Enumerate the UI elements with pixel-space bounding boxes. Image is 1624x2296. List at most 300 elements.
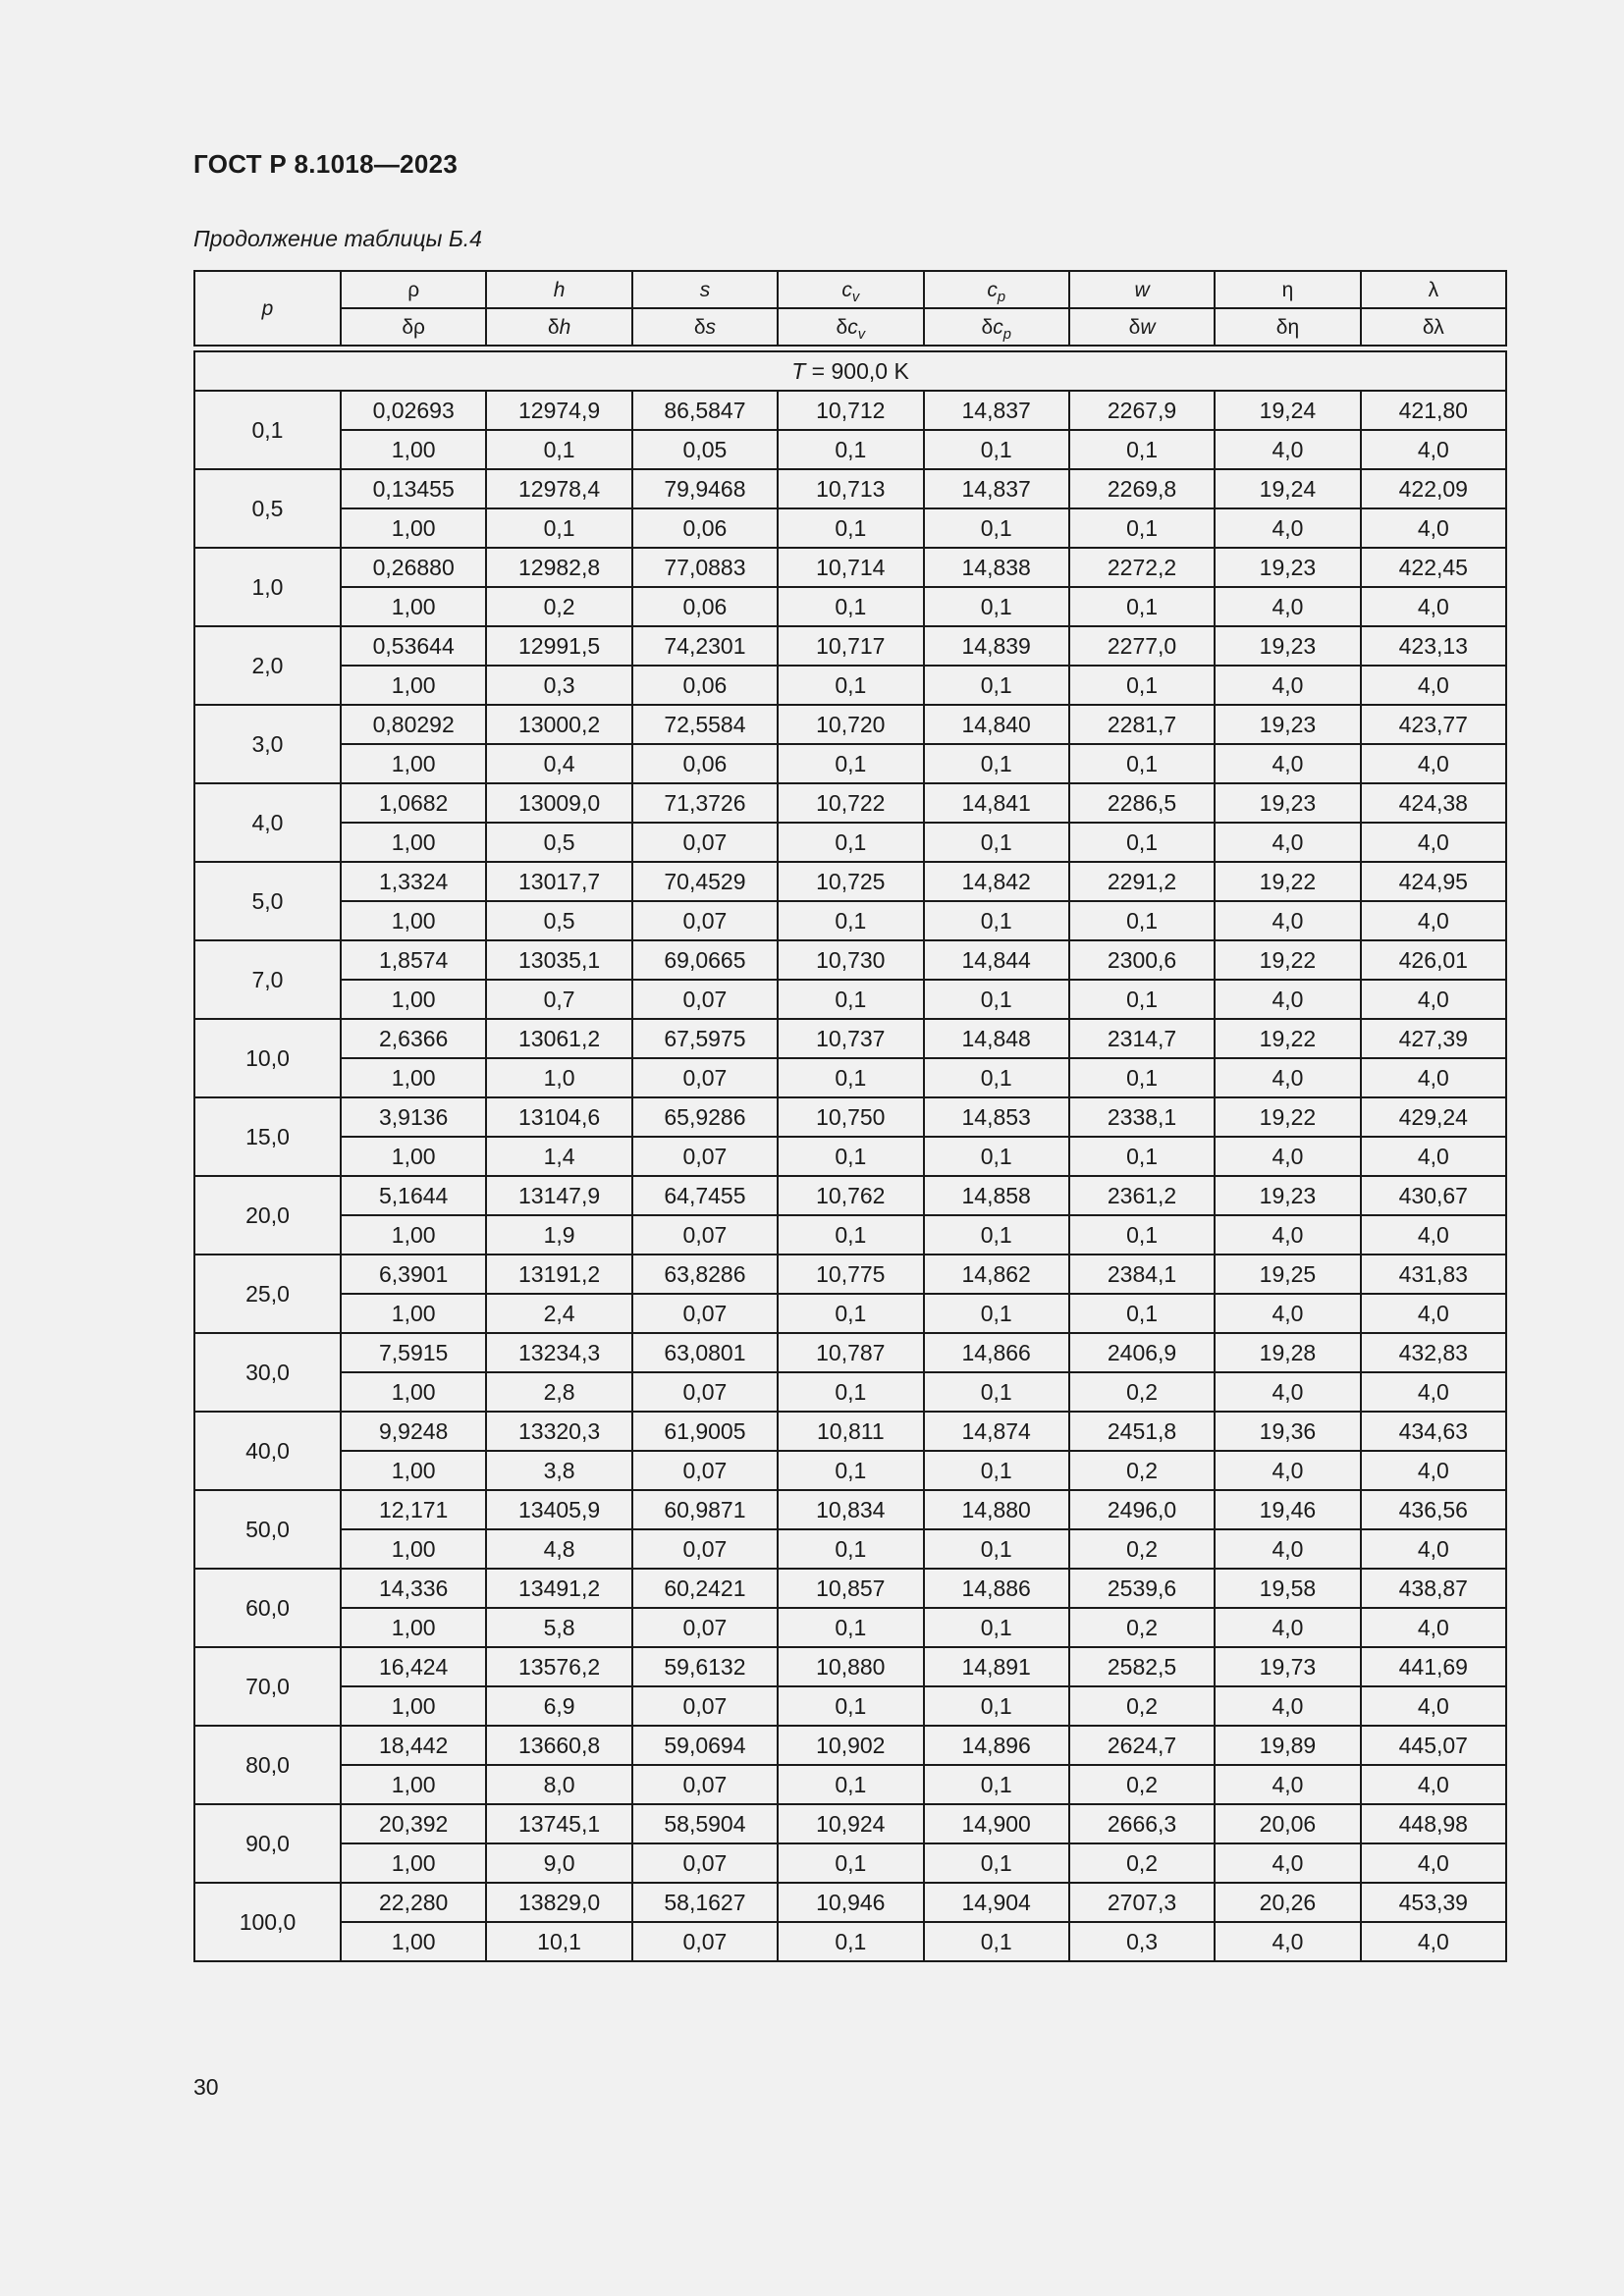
table-row-uncertainty [194, 1294, 1506, 1333]
value-cell: 13320,3 [486, 1412, 631, 1451]
uncertainty-cell: 4,0 [1215, 666, 1360, 705]
value-cell: 79,9468 [632, 469, 778, 508]
pressure-cell: 25,0 [194, 1255, 341, 1333]
value-cell: 10,722 [778, 783, 923, 823]
value-cell: 12974,9 [486, 391, 631, 430]
uncertainty-cell: 0,07 [632, 1922, 778, 1961]
value-cell: 19,23 [1215, 1176, 1360, 1215]
header-uncertainty-delta: δ [547, 315, 560, 339]
uncertainty-cell: 0,1 [924, 823, 1069, 862]
uncertainty-cell: 4,0 [1215, 1765, 1360, 1804]
uncertainty-cell: 4,0 [1361, 901, 1506, 940]
value-cell: 19,23 [1215, 548, 1360, 587]
table-row-uncertainty [194, 1843, 1506, 1883]
uncertainty-cell: 4,0 [1361, 1608, 1506, 1647]
uncertainty-cell: 0,1 [778, 1686, 923, 1726]
uncertainty-cell: 1,00 [341, 1372, 486, 1412]
uncertainty-cell: 4,0 [1215, 1294, 1360, 1333]
value-cell: 2300,6 [1069, 940, 1215, 980]
header-symbol [778, 271, 923, 308]
value-cell: 1,3324 [341, 862, 486, 901]
header-symbol-text: w [1134, 278, 1150, 301]
value-cell: 65,9286 [632, 1097, 778, 1137]
uncertainty-cell: 4,0 [1215, 1608, 1360, 1647]
value-cell: 0,13455 [341, 469, 486, 508]
value-cell: 2267,9 [1069, 391, 1215, 430]
uncertainty-cell: 0,1 [778, 901, 923, 940]
header-symbol-text: h [553, 278, 566, 301]
uncertainty-cell: 6,9 [486, 1686, 631, 1726]
value-cell: 13017,7 [486, 862, 631, 901]
uncertainty-cell: 0,1 [1069, 823, 1215, 862]
uncertainty-cell: 0,1 [924, 508, 1069, 548]
value-cell: 2338,1 [1069, 1097, 1215, 1137]
uncertainty-cell: 4,0 [1215, 1843, 1360, 1883]
value-cell: 14,862 [924, 1255, 1069, 1294]
value-cell: 14,853 [924, 1097, 1069, 1137]
value-cell: 2582,5 [1069, 1647, 1215, 1686]
value-cell: 2361,2 [1069, 1176, 1215, 1215]
table-row-values [194, 391, 1506, 430]
uncertainty-cell: 4,0 [1215, 587, 1360, 626]
uncertainty-cell: 0,1 [778, 1058, 923, 1097]
value-cell: 64,7455 [632, 1176, 778, 1215]
header-symbol [924, 271, 1069, 308]
table-row-values [194, 1647, 1506, 1686]
value-cell: 10,787 [778, 1333, 923, 1372]
pressure-cell: 100,0 [194, 1883, 341, 1961]
uncertainty-cell: 0,2 [1069, 1529, 1215, 1569]
header-uncertainty-text: δη [1275, 315, 1300, 339]
header-uncertainty-delta: δ [1128, 315, 1141, 339]
value-cell: 9,9248 [341, 1412, 486, 1451]
uncertainty-cell: 0,1 [1069, 666, 1215, 705]
value-cell: 429,24 [1361, 1097, 1506, 1137]
value-cell: 10,737 [778, 1019, 923, 1058]
uncertainty-cell: 0,2 [486, 587, 631, 626]
header-uncertainty-delta: δ [693, 315, 706, 339]
value-cell: 14,840 [924, 705, 1069, 744]
value-cell: 60,9871 [632, 1490, 778, 1529]
uncertainty-cell: 0,06 [632, 666, 778, 705]
uncertainty-cell: 4,0 [1361, 1765, 1506, 1804]
value-cell: 58,1627 [632, 1883, 778, 1922]
uncertainty-cell: 0,1 [924, 1529, 1069, 1569]
uncertainty-cell: 4,0 [1361, 823, 1506, 862]
pressure-cell: 50,0 [194, 1490, 341, 1569]
value-cell: 453,39 [1361, 1883, 1506, 1922]
value-cell: 20,392 [341, 1804, 486, 1843]
uncertainty-cell: 0,06 [632, 744, 778, 783]
uncertainty-cell: 0,1 [778, 666, 923, 705]
value-cell: 14,838 [924, 548, 1069, 587]
value-cell: 1,0682 [341, 783, 486, 823]
value-cell: 13104,6 [486, 1097, 631, 1137]
header-symbol-text: c [841, 278, 852, 301]
uncertainty-cell: 1,00 [341, 901, 486, 940]
pressure-cell: 30,0 [194, 1333, 341, 1412]
header-symbol-subscript: v [851, 289, 860, 305]
table-row-values [194, 862, 1506, 901]
table-row-values [194, 626, 1506, 666]
value-cell: 22,280 [341, 1883, 486, 1922]
uncertainty-cell: 0,1 [1069, 430, 1215, 469]
value-cell: 2269,8 [1069, 469, 1215, 508]
uncertainty-cell: 0,1 [1069, 1137, 1215, 1176]
value-cell: 77,0883 [632, 548, 778, 587]
pressure-cell: 1,0 [194, 548, 341, 626]
uncertainty-cell: 0,1 [778, 1922, 923, 1961]
value-cell: 19,23 [1215, 626, 1360, 666]
header-uncertainty [924, 308, 1069, 346]
value-cell: 10,902 [778, 1726, 923, 1765]
value-cell: 2286,5 [1069, 783, 1215, 823]
value-cell: 2539,6 [1069, 1569, 1215, 1608]
uncertainty-cell: 0,2 [1069, 1451, 1215, 1490]
uncertainty-cell: 1,00 [341, 587, 486, 626]
header-uncertainty [1361, 308, 1506, 346]
value-cell: 422,45 [1361, 548, 1506, 587]
uncertainty-cell: 4,0 [1215, 744, 1360, 783]
uncertainty-cell: 0,07 [632, 1843, 778, 1883]
header-uncertainty [1069, 308, 1215, 346]
header-symbol-text: η [1281, 278, 1294, 301]
uncertainty-cell: 0,1 [486, 508, 631, 548]
value-cell: 445,07 [1361, 1726, 1506, 1765]
value-cell: 19,89 [1215, 1726, 1360, 1765]
uncertainty-cell: 0,7 [486, 980, 631, 1019]
uncertainty-cell: 9,0 [486, 1843, 631, 1883]
header-p [194, 271, 341, 346]
header-symbol [1215, 271, 1360, 308]
uncertainty-cell: 4,0 [1361, 1451, 1506, 1490]
uncertainty-cell: 4,0 [1215, 1922, 1360, 1961]
uncertainty-cell: 4,0 [1361, 744, 1506, 783]
value-cell: 19,58 [1215, 1569, 1360, 1608]
value-cell: 14,904 [924, 1883, 1069, 1922]
uncertainty-cell: 1,00 [341, 1765, 486, 1804]
header-uncertainty [632, 308, 778, 346]
value-cell: 2384,1 [1069, 1255, 1215, 1294]
value-cell: 2496,0 [1069, 1490, 1215, 1529]
table-row-values [194, 469, 1506, 508]
value-cell: 0,53644 [341, 626, 486, 666]
uncertainty-cell: 0,1 [924, 587, 1069, 626]
table-row-values [194, 1804, 1506, 1843]
uncertainty-cell: 1,00 [341, 666, 486, 705]
page-number: 30 [193, 2074, 219, 2100]
value-cell: 2281,7 [1069, 705, 1215, 744]
value-cell: 61,9005 [632, 1412, 778, 1451]
table-row-values [194, 1019, 1506, 1058]
uncertainty-cell: 4,0 [1361, 1686, 1506, 1726]
table-row-values [194, 1412, 1506, 1451]
uncertainty-cell: 0,07 [632, 1215, 778, 1255]
uncertainty-cell: 4,0 [1215, 508, 1360, 548]
uncertainty-cell: 0,2 [1069, 1765, 1215, 1804]
table-row-uncertainty [194, 1058, 1506, 1097]
value-cell: 59,6132 [632, 1647, 778, 1686]
value-cell: 18,442 [341, 1726, 486, 1765]
uncertainty-cell: 0,1 [778, 980, 923, 1019]
value-cell: 431,83 [1361, 1255, 1506, 1294]
uncertainty-cell: 4,0 [1361, 666, 1506, 705]
value-cell: 2277,0 [1069, 626, 1215, 666]
value-cell: 13000,2 [486, 705, 631, 744]
value-cell: 13829,0 [486, 1883, 631, 1922]
value-cell: 10,720 [778, 705, 923, 744]
uncertainty-cell: 0,3 [1069, 1922, 1215, 1961]
uncertainty-cell: 0,1 [1069, 901, 1215, 940]
value-cell: 10,750 [778, 1097, 923, 1137]
value-cell: 19,24 [1215, 469, 1360, 508]
properties-table [193, 270, 1507, 1962]
value-cell: 10,946 [778, 1883, 923, 1922]
table-row-values [194, 1176, 1506, 1215]
value-cell: 0,02693 [341, 391, 486, 430]
uncertainty-cell: 0,1 [778, 1451, 923, 1490]
value-cell: 12982,8 [486, 548, 631, 587]
header-uncertainty [486, 308, 631, 346]
pressure-cell: 20,0 [194, 1176, 341, 1255]
uncertainty-cell: 0,1 [924, 1215, 1069, 1255]
uncertainty-cell: 0,1 [1069, 587, 1215, 626]
uncertainty-cell: 0,1 [778, 1372, 923, 1412]
pressure-cell: 60,0 [194, 1569, 341, 1647]
uncertainty-cell: 0,1 [924, 430, 1069, 469]
uncertainty-cell: 1,0 [486, 1058, 631, 1097]
uncertainty-cell: 10,1 [486, 1922, 631, 1961]
value-cell: 13147,9 [486, 1176, 631, 1215]
value-cell: 19,22 [1215, 1019, 1360, 1058]
uncertainty-cell: 4,0 [1215, 1215, 1360, 1255]
temperature-cell [194, 351, 1506, 391]
value-cell: 421,80 [1361, 391, 1506, 430]
uncertainty-cell: 0,1 [924, 1843, 1069, 1883]
uncertainty-cell: 4,0 [1361, 1529, 1506, 1569]
header-uncertainty-text: δλ [1422, 315, 1444, 339]
value-cell: 432,83 [1361, 1333, 1506, 1372]
uncertainty-cell: 2,4 [486, 1294, 631, 1333]
value-cell: 14,837 [924, 391, 1069, 430]
value-cell: 14,896 [924, 1726, 1069, 1765]
uncertainty-cell: 0,1 [924, 1372, 1069, 1412]
value-cell: 14,336 [341, 1569, 486, 1608]
header-symbol [1069, 271, 1215, 308]
value-cell: 424,95 [1361, 862, 1506, 901]
uncertainty-cell: 0,3 [486, 666, 631, 705]
table-row-uncertainty [194, 1451, 1506, 1490]
table-row-uncertainty [194, 666, 1506, 705]
header-row-uncertainty [194, 308, 1506, 346]
uncertainty-cell: 4,0 [1215, 1451, 1360, 1490]
value-cell: 19,25 [1215, 1255, 1360, 1294]
value-cell: 436,56 [1361, 1490, 1506, 1529]
uncertainty-cell: 0,1 [778, 1608, 923, 1647]
temperature-row [194, 351, 1506, 391]
table-row-values [194, 1726, 1506, 1765]
uncertainty-cell: 0,1 [1069, 744, 1215, 783]
pressure-cell: 40,0 [194, 1412, 341, 1490]
uncertainty-cell: 0,1 [924, 1137, 1069, 1176]
uncertainty-cell: 0,2 [1069, 1372, 1215, 1412]
value-cell: 70,4529 [632, 862, 778, 901]
uncertainty-cell: 0,1 [778, 430, 923, 469]
value-cell: 59,0694 [632, 1726, 778, 1765]
value-cell: 430,67 [1361, 1176, 1506, 1215]
value-cell: 10,762 [778, 1176, 923, 1215]
table-row-uncertainty [194, 823, 1506, 862]
uncertainty-cell: 0,1 [924, 1686, 1069, 1726]
uncertainty-cell: 4,8 [486, 1529, 631, 1569]
uncertainty-cell: 0,1 [1069, 1215, 1215, 1255]
uncertainty-cell: 4,0 [1361, 980, 1506, 1019]
header-uncertainty [341, 308, 486, 346]
value-cell: 67,5975 [632, 1019, 778, 1058]
uncertainty-cell: 1,00 [341, 1294, 486, 1333]
pressure-cell: 0,5 [194, 469, 341, 548]
temperature-value: = 900,0 K [805, 357, 909, 384]
uncertainty-cell: 0,07 [632, 823, 778, 862]
value-cell: 423,13 [1361, 626, 1506, 666]
value-cell: 14,874 [924, 1412, 1069, 1451]
value-cell: 2314,7 [1069, 1019, 1215, 1058]
uncertainty-cell: 1,00 [341, 980, 486, 1019]
table-row-uncertainty [194, 980, 1506, 1019]
value-cell: 13009,0 [486, 783, 631, 823]
header-uncertainty-var: c [993, 315, 1003, 339]
value-cell: 7,5915 [341, 1333, 486, 1372]
uncertainty-cell: 0,2 [1069, 1843, 1215, 1883]
value-cell: 20,26 [1215, 1883, 1360, 1922]
uncertainty-cell: 0,1 [924, 1294, 1069, 1333]
header-uncertainty-text: δρ [402, 315, 425, 339]
uncertainty-cell: 1,00 [341, 1608, 486, 1647]
value-cell: 19,22 [1215, 862, 1360, 901]
value-cell: 13576,2 [486, 1647, 631, 1686]
value-cell: 60,2421 [632, 1569, 778, 1608]
value-cell: 438,87 [1361, 1569, 1506, 1608]
uncertainty-cell: 0,4 [486, 744, 631, 783]
uncertainty-cell: 1,00 [341, 1215, 486, 1255]
table-row-values [194, 1569, 1506, 1608]
value-cell: 10,811 [778, 1412, 923, 1451]
header-row-symbols [194, 271, 1506, 308]
uncertainty-cell: 4,0 [1361, 508, 1506, 548]
table-row-uncertainty [194, 1608, 1506, 1647]
header-uncertainty-var: c [847, 315, 858, 339]
value-cell: 2666,3 [1069, 1804, 1215, 1843]
value-cell: 13491,2 [486, 1569, 631, 1608]
value-cell: 63,0801 [632, 1333, 778, 1372]
table-row-values [194, 548, 1506, 587]
value-cell: 14,837 [924, 469, 1069, 508]
pressure-cell: 3,0 [194, 705, 341, 783]
uncertainty-cell: 0,05 [632, 430, 778, 469]
uncertainty-cell: 1,00 [341, 1922, 486, 1961]
value-cell: 20,06 [1215, 1804, 1360, 1843]
value-cell: 13745,1 [486, 1804, 631, 1843]
value-cell: 14,891 [924, 1647, 1069, 1686]
uncertainty-cell: 0,1 [924, 1451, 1069, 1490]
value-cell: 423,77 [1361, 705, 1506, 744]
value-cell: 2451,8 [1069, 1412, 1215, 1451]
uncertainty-cell: 0,07 [632, 1372, 778, 1412]
value-cell: 2291,2 [1069, 862, 1215, 901]
value-cell: 2,6366 [341, 1019, 486, 1058]
table-row-uncertainty [194, 430, 1506, 469]
value-cell: 10,714 [778, 548, 923, 587]
pressure-cell: 2,0 [194, 626, 341, 705]
uncertainty-cell: 1,00 [341, 508, 486, 548]
uncertainty-cell: 0,1 [1069, 1058, 1215, 1097]
table-body [194, 271, 1506, 1961]
uncertainty-cell: 4,0 [1361, 587, 1506, 626]
uncertainty-cell: 0,07 [632, 1765, 778, 1804]
value-cell: 14,880 [924, 1490, 1069, 1529]
table-row-uncertainty [194, 1215, 1506, 1255]
header-symbol-text: λ [1428, 278, 1439, 301]
value-cell: 14,841 [924, 783, 1069, 823]
uncertainty-cell: 0,06 [632, 587, 778, 626]
value-cell: 19,22 [1215, 940, 1360, 980]
value-cell: 5,1644 [341, 1176, 486, 1215]
value-cell: 14,900 [924, 1804, 1069, 1843]
uncertainty-cell: 1,00 [341, 744, 486, 783]
uncertainty-cell: 0,1 [1069, 1294, 1215, 1333]
uncertainty-cell: 0,07 [632, 1608, 778, 1647]
value-cell: 19,46 [1215, 1490, 1360, 1529]
pressure-cell: 90,0 [194, 1804, 341, 1883]
table-row-values [194, 1333, 1506, 1372]
uncertainty-cell: 0,2 [1069, 1686, 1215, 1726]
uncertainty-cell: 0,5 [486, 823, 631, 862]
uncertainty-cell: 0,1 [924, 1922, 1069, 1961]
value-cell: 71,3726 [632, 783, 778, 823]
uncertainty-cell: 0,07 [632, 1686, 778, 1726]
value-cell: 10,775 [778, 1255, 923, 1294]
value-cell: 427,39 [1361, 1019, 1506, 1058]
uncertainty-cell: 0,07 [632, 1137, 778, 1176]
uncertainty-cell: 4,0 [1361, 1372, 1506, 1412]
value-cell: 19,36 [1215, 1412, 1360, 1451]
value-cell: 13660,8 [486, 1726, 631, 1765]
value-cell: 422,09 [1361, 469, 1506, 508]
uncertainty-cell: 0,1 [924, 1058, 1069, 1097]
uncertainty-cell: 4,0 [1215, 823, 1360, 862]
uncertainty-cell: 4,0 [1361, 1215, 1506, 1255]
value-cell: 1,8574 [341, 940, 486, 980]
uncertainty-cell: 0,1 [778, 744, 923, 783]
uncertainty-cell: 0,1 [924, 1765, 1069, 1804]
uncertainty-cell: 1,00 [341, 1686, 486, 1726]
value-cell: 19,22 [1215, 1097, 1360, 1137]
header-symbol [632, 271, 778, 308]
uncertainty-cell: 0,1 [1069, 980, 1215, 1019]
value-cell: 2406,9 [1069, 1333, 1215, 1372]
value-cell: 12,171 [341, 1490, 486, 1529]
value-cell: 10,924 [778, 1804, 923, 1843]
document-code: ГОСТ Р 8.1018—2023 [193, 149, 459, 179]
header-uncertainty-subscript: p [1002, 326, 1011, 343]
value-cell: 6,3901 [341, 1255, 486, 1294]
value-cell: 13234,3 [486, 1333, 631, 1372]
header-uncertainty-var: h [559, 315, 571, 339]
value-cell: 14,839 [924, 626, 1069, 666]
header-p-label: p [261, 296, 274, 320]
header-symbol [1361, 271, 1506, 308]
header-symbol-subscript: p [997, 289, 1006, 305]
